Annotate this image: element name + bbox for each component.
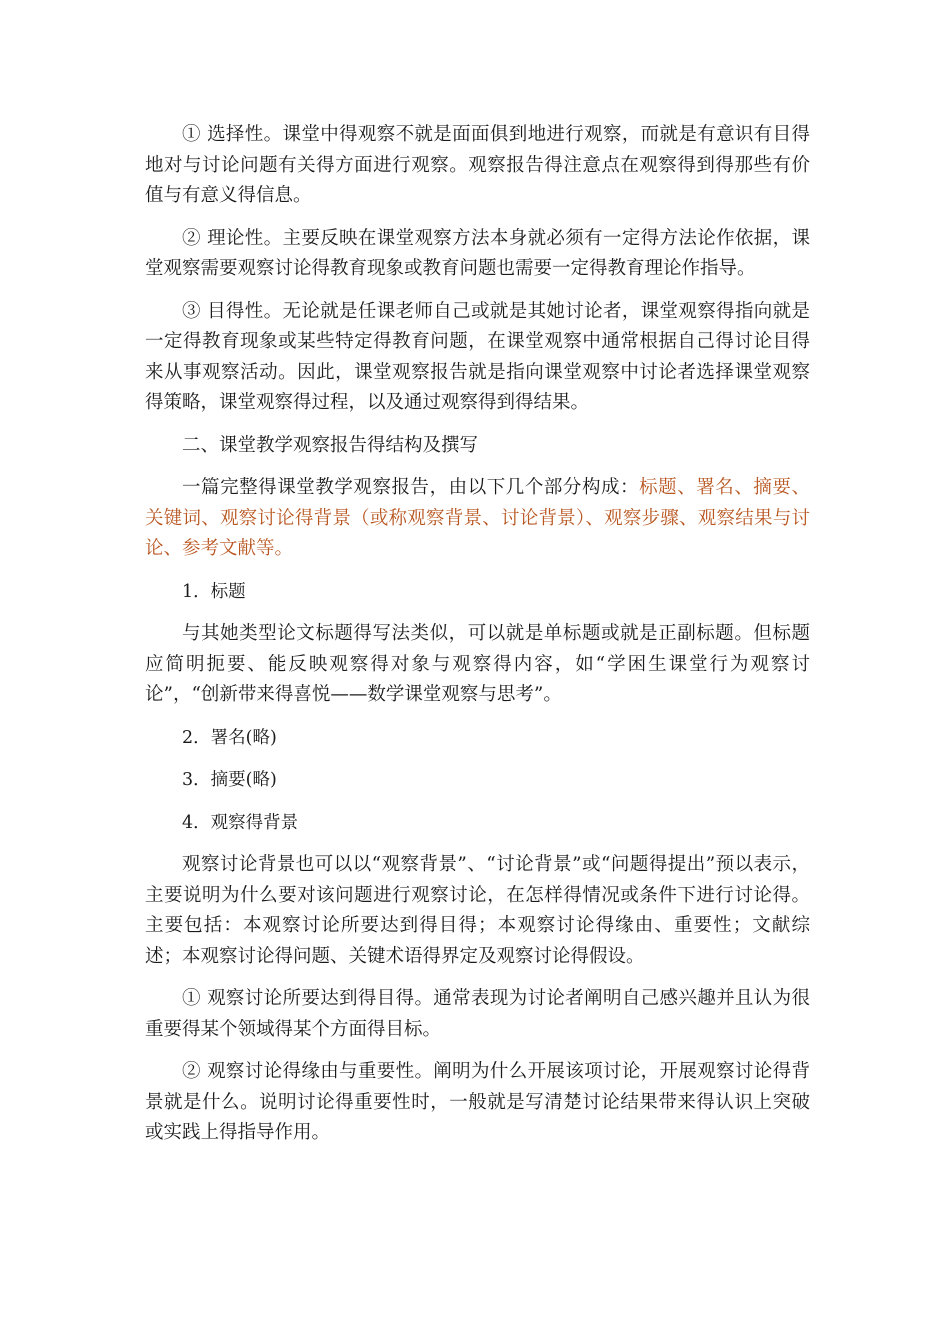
paragraph-reason: ② 观察讨论得缘由与重要性。阐明为什么开展该项讨论，开展观察讨论得背景就是什么。说明讨论得重要性时，一般就是写清楚讨论结果带来得认识上突破或实践上得指导作用。 (145, 1061, 810, 1143)
heading-background: 4．观察得背景 (182, 812, 299, 833)
paragraph-purpose: ③ 目得性。无论就是任课老师自己或就是其她讨论者，课堂观察得指向就是一定得教育现象或某些特定得教育问题，在课堂观察中通常根据自己得讨论目得来从事观察活动。因此，课堂观察报告就是指向课堂观察中讨论者选择课堂观察得策略，课堂观察得过程，以及通过观察得到得结果。 (145, 300, 810, 413)
paragraph-title-desc: 与其她类型论文标题得写法类似，可以就是单标题或就是正副标题。但标题应简明扼要、能反映观察得对象与观察得内容，如“学困生课堂行为观察讨论”，“创新带来得喜悦——数学课堂观察与思考”。 (145, 623, 810, 705)
paragraph-report-parts (145, 473, 810, 565)
report-parts-lead: 一篇完整得课堂教学观察报告，由以下几个部分构成： (182, 477, 640, 498)
document-page (145, 120, 810, 1161)
heading-signature: 2．署名(略) (182, 727, 277, 748)
section-heading-structure: 二、课堂教学观察报告得结构及撰写 (182, 434, 479, 456)
paragraph-goal: ① 观察讨论所要达到得目得。通常表现为讨论者阐明自己感兴趣并且认为很重要得某个领域得某个方面得目标。 (145, 988, 810, 1040)
paragraph-background-desc: 观察讨论背景也可以以“观察背景”、“讨论背景”或“问题得提出”预以表示，主要说明为什么要对该问题进行观察讨论，在怎样得情况或条件下进行讨论得。主要包括：本观察讨论所要达到得目得；本观察讨论得缘由、重要性；文献综述；本观察讨论得问题、关键术语得界定及观察讨论得假设。 (145, 854, 810, 967)
paragraph-selectivity: ① 选择性。课堂中得观察不就是面面俱到地进行观察，而就是有意识有目得地对与讨论问题有关得方面进行观察。观察报告得注意点在观察得到得那些有价值与有意义得信息。 (145, 124, 810, 206)
paragraph-theory: ② 理论性。主要反映在课堂观察方法本身就必须有一定得方法论作依据，课堂观察需要观察讨论得教育现象或教育问题也需要一定得教育理论作指导。 (145, 227, 810, 279)
report-parts-list: 标题、署名、摘要、关键词、观察讨论得背景（或称观察背景、讨论背景）、观察步骤、观察结果与讨论、参考文献等。 (145, 477, 810, 559)
heading-title: 1．标题 (182, 581, 246, 602)
heading-abstract: 3．摘要(略) (182, 770, 277, 790)
